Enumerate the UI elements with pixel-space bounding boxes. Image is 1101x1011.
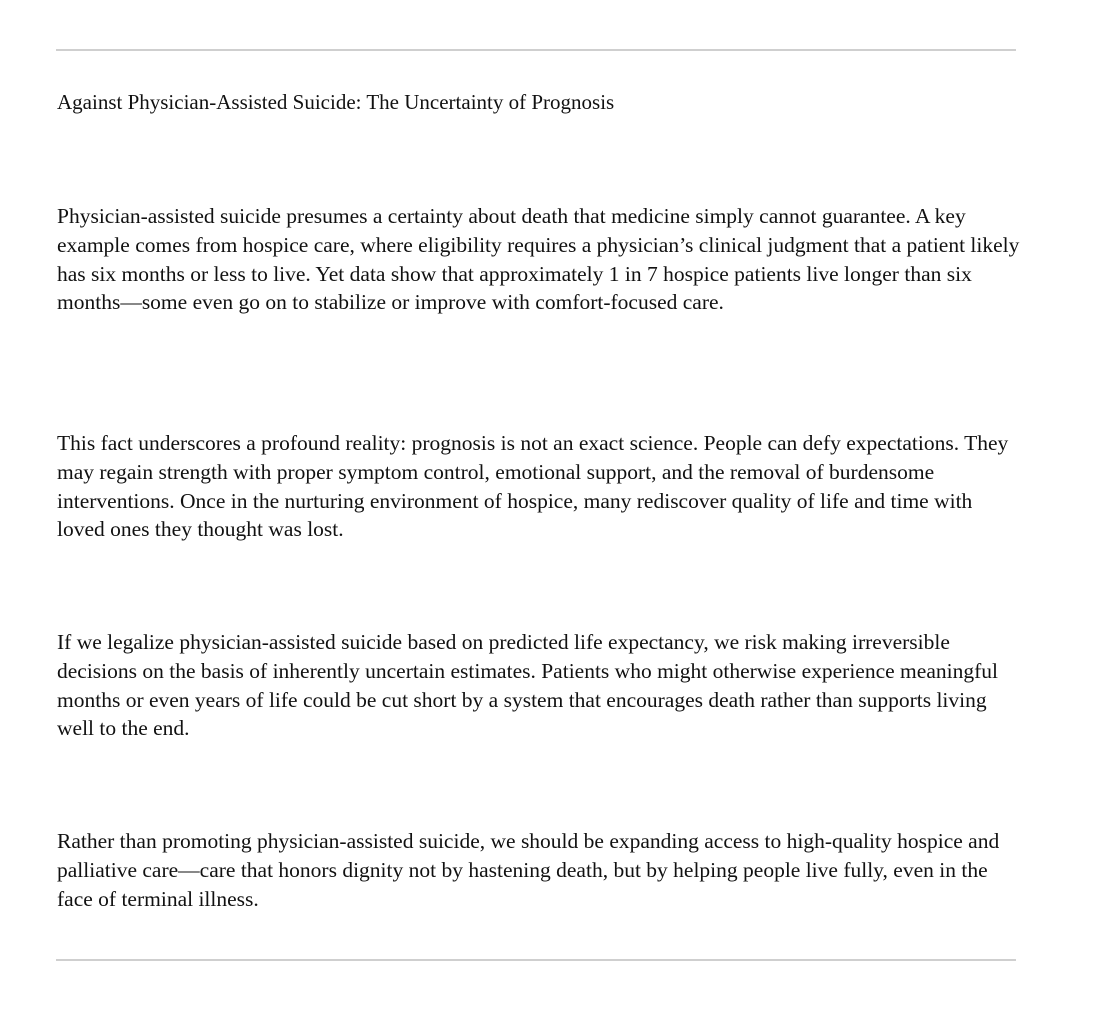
paragraph-3: If we legalize physician-assisted suicide based on predicted life expectancy, we risk making irreversible decisions on the basis of inherently uncertain estimates. Patients who might otherwise experience meaningful months or even years of life could be cut short by a system that encourages death rather than supports living well to the end. [57, 630, 998, 741]
paragraph-4: Rather than promoting physician-assisted suicide, we should be expanding access to high-quality hospice and palliative care—care that honors dignity not by hastening death, but by helping people live fully, even in the face of terminal illness. [57, 829, 1000, 911]
top-divider [56, 49, 1016, 51]
document-title: Against Physician-Assisted Suicide: The Uncertainty of Prognosis [57, 90, 615, 114]
paragraph-1: Physician-assisted suicide presumes a certainty about death that medicine simply cannot guarantee. A key example comes from hospice care, where eligibility requires a physician’s clinical judgment that a patient likely has six months or less to live. Yet data show that approximately 1 in 7 hospice patients live longer than six months—some even go on to stabilize or improve with comfort-focused care. [57, 204, 1020, 315]
paragraph-2: This fact underscores a profound reality: prognosis is not an exact science. People can defy expectations. They may regain strength with proper symptom control, emotional support, and the removal of burdensome interventions. Once in the nurturing environment of hospice, many rediscover quality of life and time with loved ones they thought was lost. [57, 431, 1009, 542]
bottom-divider [56, 959, 1016, 961]
